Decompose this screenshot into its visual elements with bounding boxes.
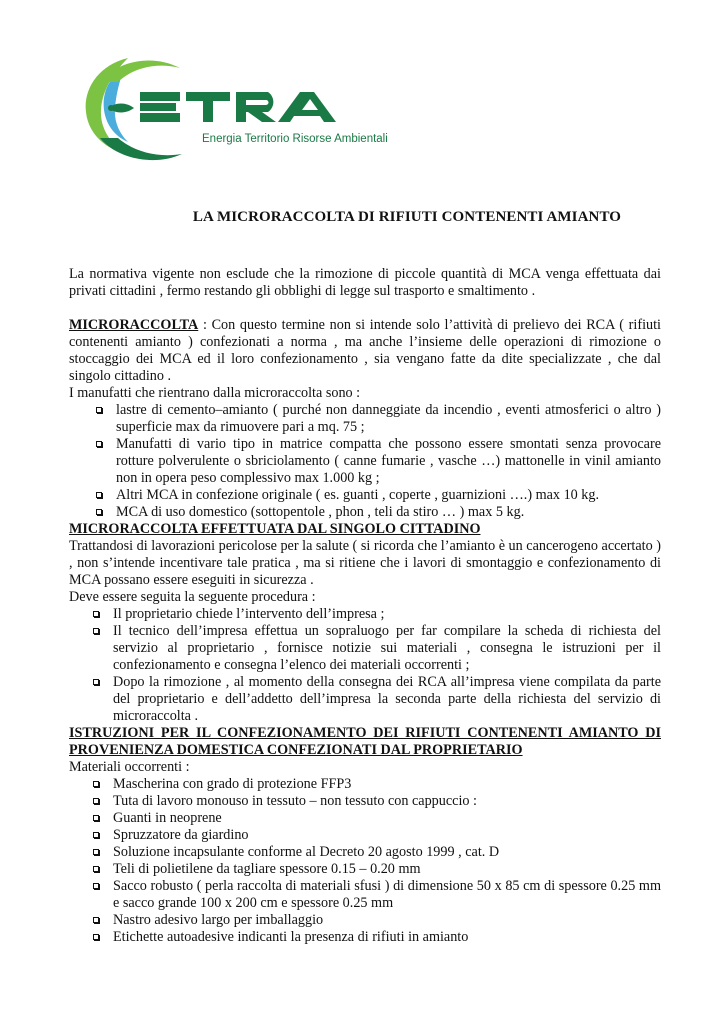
- section-heading-istruzioni: ISTRUZIONI PER IL CONFEZIONAMENTO DEI RIFIUTI CONTENENTI AMIANTO DI PROVENIENZA DOMESTICA CONFEZIONATI DAL PROPRIETARIO: [69, 725, 661, 758]
- manufatti-list: [69, 402, 661, 521]
- list-item: Guanti in neoprene: [113, 810, 661, 827]
- page-title: LA MICRORACCOLTA DI RIFIUTI CONTENENTI AMIANTO: [192, 209, 622, 225]
- list-item: Tuta di lavoro monouso in tessuto – non tessuto con cappuccio :: [113, 793, 661, 810]
- document-body: [69, 266, 661, 946]
- cittadino-paragraph: Trattandosi di lavorazioni pericolose per la salute ( si ricorda che l’amianto è un cancerogeno accertato ) , non s’intende incentivare tale pratica , ma si ritiene che i lavori di smontaggio e confezionamento di MCA possano essere eseguiti in sicurezza .: [69, 538, 661, 588]
- etra-logo: [78, 50, 408, 175]
- list-item: Spruzzatore da giardino: [113, 827, 661, 844]
- list-item: Altri MCA in confezione originale ( es. guanti , coperte , guarnizioni ….) max 10 kg.: [116, 487, 661, 504]
- list-item: Soluzione incapsulante conforme al Decreto 20 agosto 1999 , cat. D: [113, 844, 661, 861]
- procedura-intro: Deve essere seguita la seguente procedura :: [69, 589, 316, 605]
- list-item: Sacco robusto ( perla raccolta di materiali sfusi ) di dimensione 50 x 85 cm di spessore 0.25 mm e sacco grande 100 x 200 cm e spessore 0.25 mm: [113, 878, 661, 911]
- logo-tagline: Energia Territorio Risorse Ambientali: [202, 133, 388, 145]
- etra-logo-graphic: [78, 50, 408, 175]
- manufatti-intro: I manufatti che rientrano dalla microraccolta sono :: [69, 385, 361, 401]
- materiali-intro: Materiali occorrenti :: [69, 759, 190, 775]
- intro-paragraph: La normativa vigente non esclude che la rimozione di piccole quantità di MCA venga effettuata dai privati cittadini , fermo restando gli obblighi di legge sul trasporto e smaltimento .: [69, 266, 661, 299]
- microraccolta-label: MICRORACCOLTA: [69, 317, 199, 333]
- microraccolta-definition: [69, 317, 661, 385]
- list-item: Manufatti di vario tipo in matrice compatta che possono essere smontati senza provocare rotture polverulente o sbriciolamento ( canne fumarie , vasche …) mattonelle in vinil amianto non in opera peso complessivo max 1.000 kg ;: [116, 436, 661, 486]
- list-item: Etichette autoadesive indicanti la presenza di rifiuti in amianto: [113, 929, 661, 946]
- microraccolta-text: : Con questo termine non si intende solo l’attività di prelievo dei RCA ( rifiuti contenenti amianto ) confezionati a norma , ma anche l’insieme delle operazioni di rimozione o stoccaggio dei MCA ed il loro confezionamento , sia vengano fatte da dite specializzate , che dal singolo cittadino .: [69, 317, 661, 384]
- list-item: MCA di uso domestico (sottopentole , phon , teli da stiro … ) max 5 kg.: [116, 504, 661, 521]
- list-item: Mascherina con grado di protezione FFP3: [113, 776, 661, 793]
- list-item: lastre di cemento–amianto ( purché non danneggiate da incendio , eventi atmosferici o altro ) superficie max da rimuovere pari a mq. 75 ;: [116, 402, 661, 435]
- materiali-list: [69, 776, 661, 946]
- list-item: Il tecnico dell’impresa effettua un sopraluogo per far compilare la scheda di richiesta del servizio al proprietario , fornisce notizie sui materiali , consegna le istruzioni per il confezionamento e consegna l’elenco dei materiali occorrenti ;: [113, 623, 661, 673]
- list-item: Dopo la rimozione , al momento della consegna dei RCA all’impresa viene compilata da parte del proprietario e dell’addetto dell’impresa la seconda parte della richiesta del servizio di microraccolta .: [113, 674, 661, 724]
- list-item: Teli di polietilene da tagliare spessore 0.15 – 0.20 mm: [113, 861, 661, 878]
- procedura-list: [69, 606, 661, 725]
- list-item: Nastro adesivo largo per imballaggio: [113, 912, 661, 929]
- section-heading-cittadino: MICRORACCOLTA EFFETTUATA DAL SINGOLO CITTADINO: [69, 521, 481, 537]
- list-item: Il proprietario chiede l’intervento dell’impresa ;: [113, 606, 661, 623]
